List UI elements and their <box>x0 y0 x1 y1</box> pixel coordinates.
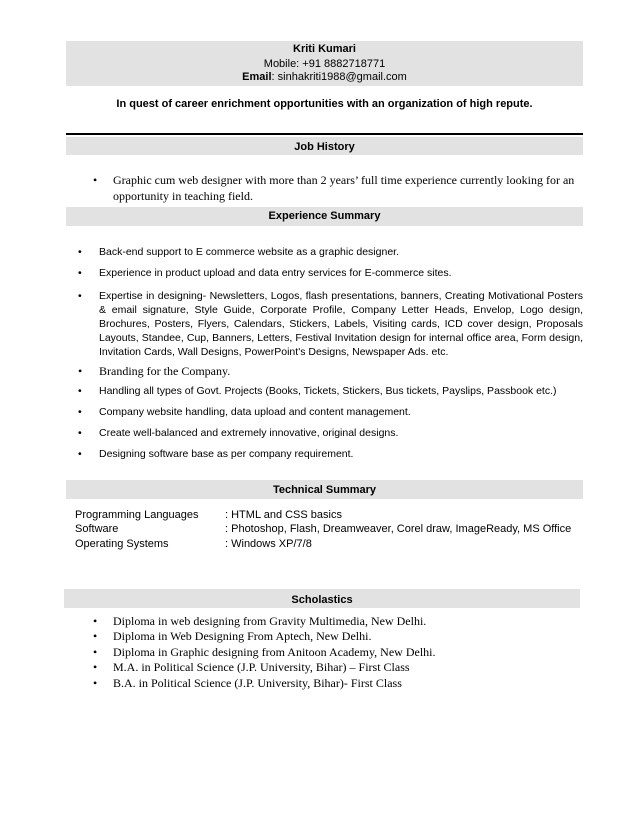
bullet-icon: • <box>78 267 82 279</box>
bullet-icon: • <box>78 406 82 418</box>
technical-label: Software <box>75 523 119 535</box>
technical-value: : Photoshop, Flash, Dreamweaver, Corel draw, ImageReady, MS Office <box>225 523 572 535</box>
list-item <box>78 266 583 280</box>
list-item <box>93 660 573 675</box>
list-item <box>78 245 583 259</box>
bullet-icon: • <box>78 246 82 258</box>
list-item-text: Company website handling, data upload and content management. <box>99 406 411 418</box>
career-objective: In quest of career enrichment opportunities with an organization of high repute. <box>116 98 533 110</box>
email-line <box>66 71 583 83</box>
candidate-name: Kriti Kumari <box>293 43 356 55</box>
technical-title: Technical Summary <box>272 484 377 496</box>
list-item <box>78 426 583 440</box>
list-item-text: Graphic cum web designer with more than 2 years’ full time experience currently looking for an opportunity in teaching field. <box>113 173 575 203</box>
list-item-text: Handling all types of Govt. Projects (Books, Tickets, Stickers, Bus tickets, Payslips, Passbook etc.) <box>99 385 557 397</box>
list-item-text: Designing software base as per company requirement. <box>99 448 354 460</box>
email-value: : sinhakriti1988@gmail.com <box>271 71 407 83</box>
list-item <box>93 676 573 691</box>
list-item-text: M.A. in Political Science (J.P. University, Bihar) – First Class <box>113 660 410 675</box>
technical-value: : HTML and CSS basics <box>225 509 342 521</box>
list-item <box>93 614 573 629</box>
bullet-icon: • <box>93 173 98 187</box>
list-item-text: Experience in product upload and data entry services for E-commerce sites. <box>99 267 452 279</box>
bullet-icon: • <box>93 644 98 659</box>
list-item <box>93 645 573 660</box>
list-item-text: Expertise in designing- Newsletters, Logos, flash presentations, banners, Creating Motivational Posters & email signature, Style Guide, Corporate Profile, Company Letter Heads, Envelop, Logo design, Brochures, Posters, Flyers, Calendars, Stickers, Labels, Visiting cards, ICD cover design, Proposals Layouts, Standee, Cup, Banners, Letters, Festival Invitation design for internal office area, Form design, Invitation Cards, Wall Designs, PowerPoint's Designs, Newspaper Ads. etc. <box>99 290 583 358</box>
job-history-title: Job History <box>294 141 355 153</box>
bullet-icon: • <box>78 364 83 378</box>
list-item <box>78 384 583 398</box>
mobile-number: Mobile: +91 8882718771 <box>263 58 386 70</box>
list-item-text: Create well-balanced and extremely innovative, original designs. <box>99 427 399 439</box>
list-item <box>78 289 583 359</box>
technical-value: : Windows XP/7/8 <box>225 538 312 550</box>
bullet-icon: • <box>78 290 82 302</box>
email-label: Email <box>242 71 272 83</box>
list-item-text: Back-end support to E commerce website as a graphic designer. <box>99 246 399 258</box>
bullet-icon: • <box>78 427 82 439</box>
list-item-text: Diploma in Web Designing From Aptech, New Delhi. <box>113 629 372 644</box>
list-item <box>93 172 583 204</box>
bullet-icon: • <box>93 614 98 628</box>
bullet-icon: • <box>93 629 98 644</box>
list-item-text: Diploma in web designing from Gravity Multimedia, New Delhi. <box>113 614 427 628</box>
bullet-icon: • <box>78 385 82 397</box>
list-item-text: Diploma in Graphic designing from Anitoon Academy, New Delhi. <box>113 644 436 659</box>
bullet-icon: • <box>93 660 98 675</box>
bullet-icon: • <box>78 448 82 460</box>
experience-title: Experience Summary <box>268 210 381 222</box>
list-item <box>78 447 583 461</box>
list-item-text: B.A. in Political Science (J.P. University, Bihar)- First Class <box>113 675 402 690</box>
technical-label: Programming Languages <box>75 509 199 521</box>
technical-label: Operating Systems <box>75 538 169 550</box>
job-history-list <box>93 172 583 204</box>
scholastics-title: Scholastics <box>291 594 353 606</box>
section-divider <box>66 133 583 135</box>
list-item <box>78 405 583 419</box>
list-item <box>78 364 583 378</box>
scholastics-list <box>93 614 573 691</box>
list-item-text: Branding for the Company. <box>99 364 231 378</box>
bullet-icon: • <box>93 675 98 690</box>
list-item <box>93 629 573 644</box>
